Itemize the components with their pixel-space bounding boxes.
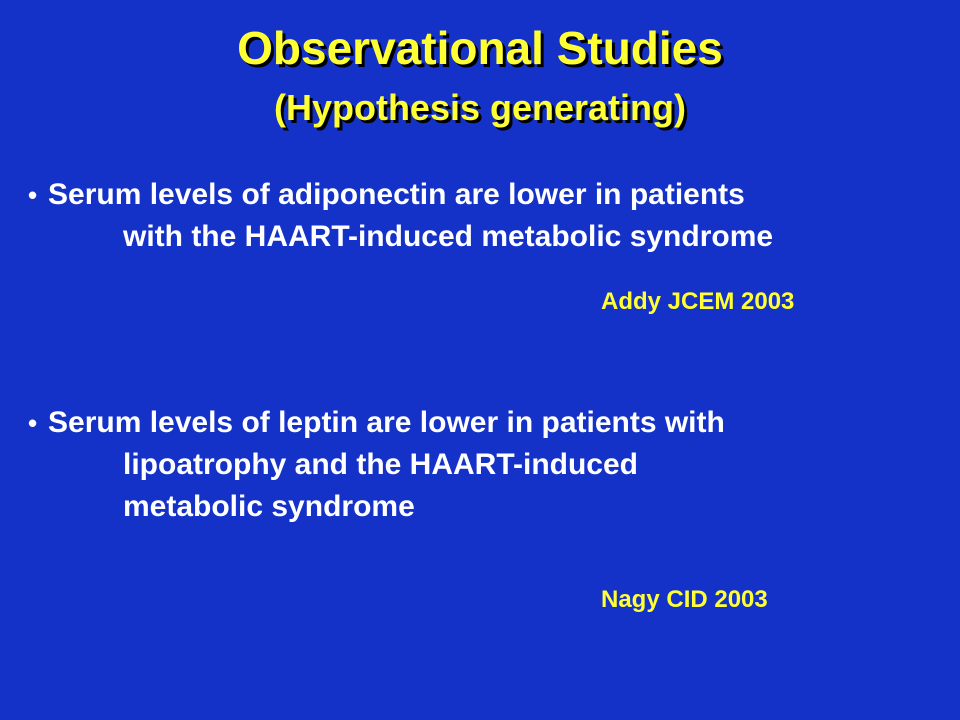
bullet-text-line: Serum levels of leptin are lower in patients with bbox=[48, 406, 725, 439]
bullet-point-adiponectin bbox=[28, 174, 938, 258]
slide-subtitle: (Hypothesis generating) bbox=[273, 87, 687, 128]
slide-title: Observational Studies bbox=[237, 22, 723, 74]
bullet-text-line: Serum levels of adiponectin are lower in patients bbox=[48, 178, 745, 211]
citation-nagy: Nagy CID 2003 bbox=[601, 586, 768, 613]
bullet-text-line: with the HAART-induced metabolic syndrome bbox=[123, 220, 774, 253]
citation-addy: Addy JCEM 2003 bbox=[601, 288, 795, 315]
bullet-text-line: lipoatrophy and the HAART-induced bbox=[123, 448, 638, 481]
bullet-point-leptin bbox=[28, 402, 938, 528]
bullet-marker: • bbox=[28, 180, 38, 210]
bullet-text-line: metabolic syndrome bbox=[123, 490, 415, 523]
bullet-marker: • bbox=[28, 408, 38, 438]
